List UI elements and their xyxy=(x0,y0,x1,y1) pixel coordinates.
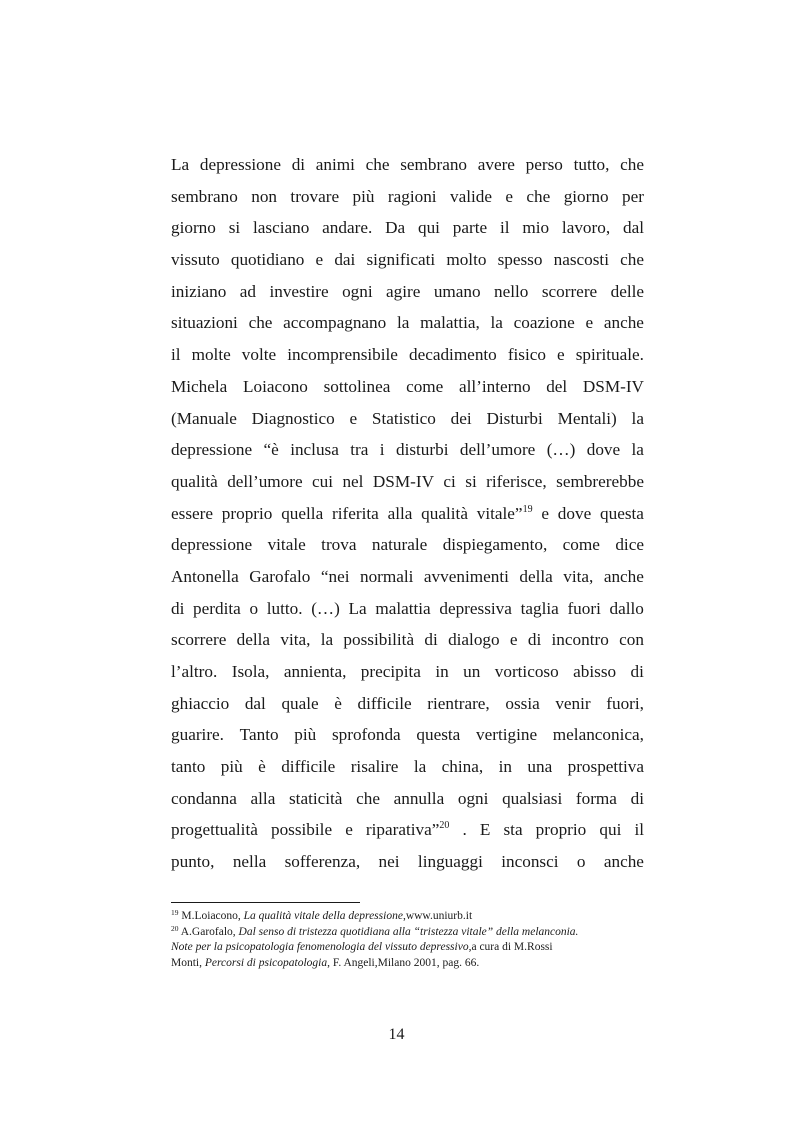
word: nello xyxy=(494,281,529,301)
word: punto, xyxy=(171,852,215,872)
word: animi xyxy=(315,155,355,174)
footnote-20 xyxy=(171,925,648,972)
text-line xyxy=(171,307,644,339)
word: prospettiva xyxy=(567,757,644,777)
word: perdita xyxy=(193,598,241,618)
word: che xyxy=(620,155,644,174)
word: la xyxy=(631,408,644,428)
word: e xyxy=(509,630,518,650)
word: all’interno xyxy=(458,376,531,396)
word: tra xyxy=(350,440,369,460)
footnote-number: 20 xyxy=(171,923,179,933)
word: nei xyxy=(378,852,400,872)
word: la xyxy=(320,630,334,650)
word: Isola, xyxy=(231,662,270,681)
word: difficile xyxy=(357,693,412,713)
word: dal xyxy=(622,218,644,238)
footnote-book: Percorsi di psicopatologia xyxy=(204,956,328,969)
word: come xyxy=(562,535,600,555)
word: con xyxy=(619,630,644,650)
word: naturale xyxy=(371,535,428,555)
word: vitale”$^{19}$ xyxy=(476,503,533,523)
word: dispiegamento, xyxy=(442,535,548,555)
word: di xyxy=(424,630,438,650)
word: investire xyxy=(269,281,329,301)
footnote-title: Note per la psicopatologia fenomenologia del vissuto depressivo xyxy=(171,941,469,953)
word: incomprensibile xyxy=(287,345,398,365)
text-line xyxy=(171,181,644,213)
text-line xyxy=(171,719,644,751)
word: quotidiano xyxy=(230,250,305,270)
word: di xyxy=(291,155,306,174)
word: vita, xyxy=(280,630,311,650)
word: condanna xyxy=(171,788,237,808)
word: La xyxy=(348,598,367,618)
word: rientrare, xyxy=(427,693,490,713)
word: dice xyxy=(615,535,644,555)
word: progettualità xyxy=(171,820,258,840)
text-line xyxy=(171,814,644,846)
word: Statistico xyxy=(371,408,436,428)
word: come xyxy=(406,376,444,396)
text-line xyxy=(171,624,644,656)
word: ogni xyxy=(457,788,489,808)
footnote-line xyxy=(171,925,648,941)
footnote-number: 19 xyxy=(171,908,179,917)
word: lavoro, xyxy=(561,218,611,238)
word: qualità xyxy=(171,471,218,491)
word: risalire xyxy=(350,757,399,777)
word: più xyxy=(220,757,243,777)
footnotes xyxy=(171,909,648,971)
word: coazione xyxy=(513,313,575,333)
word: proprio xyxy=(535,820,587,840)
word: ghiaccio xyxy=(171,693,230,713)
word: dell’umore xyxy=(227,471,303,491)
word: per xyxy=(621,186,644,206)
word: il xyxy=(499,218,510,238)
text-line xyxy=(171,212,644,244)
word: tutto, xyxy=(573,155,610,174)
text-line xyxy=(171,434,644,466)
word: molte xyxy=(191,345,231,365)
word: ci xyxy=(443,471,456,491)
word: melanconica, xyxy=(552,725,644,745)
footnote-source: ,www.uniurb.it xyxy=(402,910,473,922)
footnote-separator xyxy=(171,902,360,903)
word: riparativa”$^{20}$ xyxy=(365,820,450,840)
word: vorticoso xyxy=(494,662,559,681)
word: essere xyxy=(171,503,213,523)
word: Antonella xyxy=(171,566,239,586)
word: (Manuale xyxy=(171,408,237,428)
word: “è xyxy=(263,440,279,460)
word: avere xyxy=(477,155,515,174)
footnote-author: M.Loiacono, xyxy=(178,910,244,922)
text-line xyxy=(171,593,644,625)
word: ad xyxy=(239,281,257,301)
word: dell’umore xyxy=(459,440,536,460)
word: ogni xyxy=(342,281,373,301)
word: andare. xyxy=(322,218,373,238)
text-line xyxy=(171,529,644,561)
word: accompagnano xyxy=(283,313,387,333)
word: dei xyxy=(450,408,472,428)
word: vissuto xyxy=(171,250,220,270)
word: “nei xyxy=(320,566,350,586)
word: quale xyxy=(281,693,319,713)
word: incontro xyxy=(551,630,609,650)
word: venir xyxy=(555,693,591,713)
word: e xyxy=(557,345,565,365)
word: più xyxy=(294,725,317,745)
word: sta xyxy=(503,820,523,840)
word: depressione xyxy=(171,535,253,555)
word: sottolinea xyxy=(323,376,391,396)
word: Diagnostico xyxy=(251,408,335,428)
text-line xyxy=(171,498,644,530)
word: anche xyxy=(603,852,644,872)
word: qui xyxy=(599,820,622,840)
text-line xyxy=(171,751,644,783)
word: giorno xyxy=(171,218,216,238)
word: o xyxy=(576,852,586,872)
word: dialogo xyxy=(448,630,500,650)
word: DSM-IV xyxy=(372,471,434,491)
word: di xyxy=(630,788,644,808)
word: disturbi xyxy=(395,440,449,460)
text-line xyxy=(171,149,644,181)
word: vertigine xyxy=(476,725,538,745)
word: precipita xyxy=(360,662,421,681)
word: alla xyxy=(250,788,276,808)
word: vita, xyxy=(563,566,594,586)
text-line xyxy=(171,561,644,593)
word: più xyxy=(352,186,375,206)
word: questa xyxy=(416,725,461,745)
word: la xyxy=(631,440,644,460)
word: riferita xyxy=(332,503,379,523)
footnote-publisher: , F. Angeli,Milano 2001, pag. 66. xyxy=(327,956,480,969)
word: malattia, xyxy=(420,313,480,333)
word: che xyxy=(356,788,380,808)
word: alla xyxy=(387,503,413,523)
word: sofferenza, xyxy=(284,852,361,872)
word: in xyxy=(435,662,449,681)
word: quella xyxy=(281,503,324,523)
word: volte xyxy=(241,345,277,365)
word: che xyxy=(365,155,390,174)
word: situazioni xyxy=(171,313,238,333)
word: sembrerebbe xyxy=(556,471,644,491)
word: china, xyxy=(441,757,484,777)
word: proprio xyxy=(221,503,273,523)
word: la xyxy=(396,313,410,333)
word: trova xyxy=(321,535,357,555)
word: qualità xyxy=(421,503,468,523)
word: delle xyxy=(610,281,644,301)
word: inconsci xyxy=(501,852,559,872)
word: ragioni xyxy=(387,186,437,206)
word: normali xyxy=(359,566,414,586)
word: della xyxy=(519,566,553,586)
word: in xyxy=(498,757,512,777)
word: i xyxy=(379,440,385,460)
word: o xyxy=(249,598,259,618)
word: fuori, xyxy=(606,693,644,713)
word: Loiacono xyxy=(242,376,308,396)
text-line xyxy=(171,466,644,498)
body-paragraph xyxy=(171,149,644,878)
word: . xyxy=(462,820,467,840)
word: lasciano xyxy=(253,218,310,238)
word: depressiva xyxy=(439,598,512,618)
word: difficile xyxy=(281,757,336,777)
word: mio xyxy=(522,218,550,238)
word: avvenimenti xyxy=(423,566,509,586)
word: spirituale. xyxy=(575,345,644,365)
word: Disturbi xyxy=(486,408,543,428)
word: forma xyxy=(575,788,617,808)
word: questa xyxy=(600,503,644,523)
word: molto xyxy=(446,250,487,270)
word: Michela xyxy=(171,376,228,396)
footnote-author: A.Garofalo, xyxy=(178,925,239,938)
word: spesso xyxy=(497,250,543,270)
text-line xyxy=(171,783,644,815)
page-number: 14 xyxy=(388,1026,405,1043)
footnote-line-start xyxy=(171,956,479,972)
word: il xyxy=(171,345,181,365)
word: del xyxy=(546,376,568,396)
word: non xyxy=(251,186,278,206)
word: annulla xyxy=(393,788,445,808)
word: valide xyxy=(449,186,492,206)
word: la xyxy=(413,757,427,777)
word: qualsiasi xyxy=(502,788,563,808)
word: di xyxy=(527,630,542,650)
word: dallo xyxy=(609,598,644,618)
word: è xyxy=(258,757,266,777)
footnote-reference: 19 xyxy=(522,503,533,515)
word: che xyxy=(248,313,273,333)
word: il xyxy=(634,820,644,840)
footnote-line-start xyxy=(171,940,553,956)
word: E xyxy=(479,820,491,840)
word: Mentali) xyxy=(557,408,617,428)
word: riferisce, xyxy=(486,471,547,491)
word: decadimento xyxy=(408,345,497,365)
word: umano xyxy=(433,281,481,301)
word: sprofonda xyxy=(331,725,401,745)
text-line xyxy=(171,371,644,403)
word: giorno xyxy=(563,186,609,206)
footnote-line xyxy=(171,940,648,956)
word: scorrere xyxy=(171,630,227,650)
word: trovare xyxy=(290,186,340,206)
word: malattia xyxy=(375,598,431,618)
word: qui xyxy=(417,218,440,238)
word: taglia xyxy=(520,598,559,618)
word: scorrere xyxy=(541,281,598,301)
word: ossia xyxy=(505,693,540,713)
word: Da xyxy=(385,218,406,238)
text-line xyxy=(171,339,644,371)
word: staticità xyxy=(288,788,343,808)
word: dove xyxy=(586,440,621,460)
word: Garofalo xyxy=(249,566,311,586)
word: che xyxy=(620,250,644,270)
word: (…) xyxy=(311,598,340,618)
word: e xyxy=(505,186,514,206)
word: è xyxy=(334,693,342,713)
word: inclusa xyxy=(290,440,339,460)
word: perso xyxy=(525,155,563,174)
word: annienta, xyxy=(283,662,347,681)
word: fisico xyxy=(507,345,546,365)
word: iniziano xyxy=(171,281,227,301)
word: nel xyxy=(342,471,364,491)
word: anche xyxy=(603,313,644,333)
footnote-editor: ,a cura di M.Rossi xyxy=(468,941,553,953)
word: si xyxy=(465,471,477,491)
text-line xyxy=(171,688,644,720)
word: sembrano xyxy=(400,155,468,174)
footnote-line xyxy=(171,956,648,972)
word: un xyxy=(463,662,481,681)
word: della xyxy=(236,630,271,650)
word: e xyxy=(315,250,324,270)
word: depressione xyxy=(171,440,253,460)
word: tanto xyxy=(171,757,206,777)
word: nella xyxy=(232,852,267,872)
footnote-editor: Monti, xyxy=(171,956,205,969)
word: e xyxy=(349,408,358,428)
word: e xyxy=(345,820,353,840)
text-line xyxy=(171,403,644,435)
word: Tanto xyxy=(239,725,279,745)
word: DSM-IV xyxy=(582,376,644,396)
word: vitale xyxy=(267,535,306,555)
word: l’altro. xyxy=(171,662,218,681)
text-line xyxy=(171,276,644,308)
word: che xyxy=(526,186,551,206)
footnote-line-start xyxy=(171,925,578,941)
word: possibile xyxy=(270,820,333,840)
word: dai xyxy=(334,250,356,270)
word: possibilità xyxy=(343,630,415,650)
word: linguaggi xyxy=(417,852,483,872)
word: di xyxy=(630,662,644,681)
word: anche xyxy=(603,566,644,586)
word: significati xyxy=(366,250,436,270)
word: guarire. xyxy=(171,725,224,745)
word: (…) xyxy=(546,440,576,460)
text-line xyxy=(171,244,644,276)
footnote-title: La qualità vitale della depressione xyxy=(243,910,403,922)
word: la xyxy=(490,313,503,333)
word: lutto. xyxy=(266,598,303,618)
word: agire xyxy=(386,281,421,301)
word: e xyxy=(541,503,549,523)
word: cui xyxy=(312,471,334,491)
text-line xyxy=(171,846,644,878)
word: e xyxy=(585,313,594,333)
word: sembrano xyxy=(171,186,238,206)
word: si xyxy=(228,218,241,238)
word: La xyxy=(171,155,190,174)
footnote-reference: 20 xyxy=(439,820,450,832)
word: depressione xyxy=(199,155,281,174)
word: dove xyxy=(557,503,592,523)
footnote-title: Dal senso di tristezza quotidiana alla “tristezza vitale” della melanconia. xyxy=(238,925,579,938)
word: dal xyxy=(244,693,266,713)
footnote-19 xyxy=(171,909,648,925)
word: abisso xyxy=(573,662,617,681)
word: nascosti xyxy=(553,250,609,270)
text-line xyxy=(171,656,644,688)
word: di xyxy=(171,598,185,618)
word: parte xyxy=(452,218,488,238)
word: una xyxy=(527,757,553,777)
word: fuori xyxy=(567,598,601,618)
